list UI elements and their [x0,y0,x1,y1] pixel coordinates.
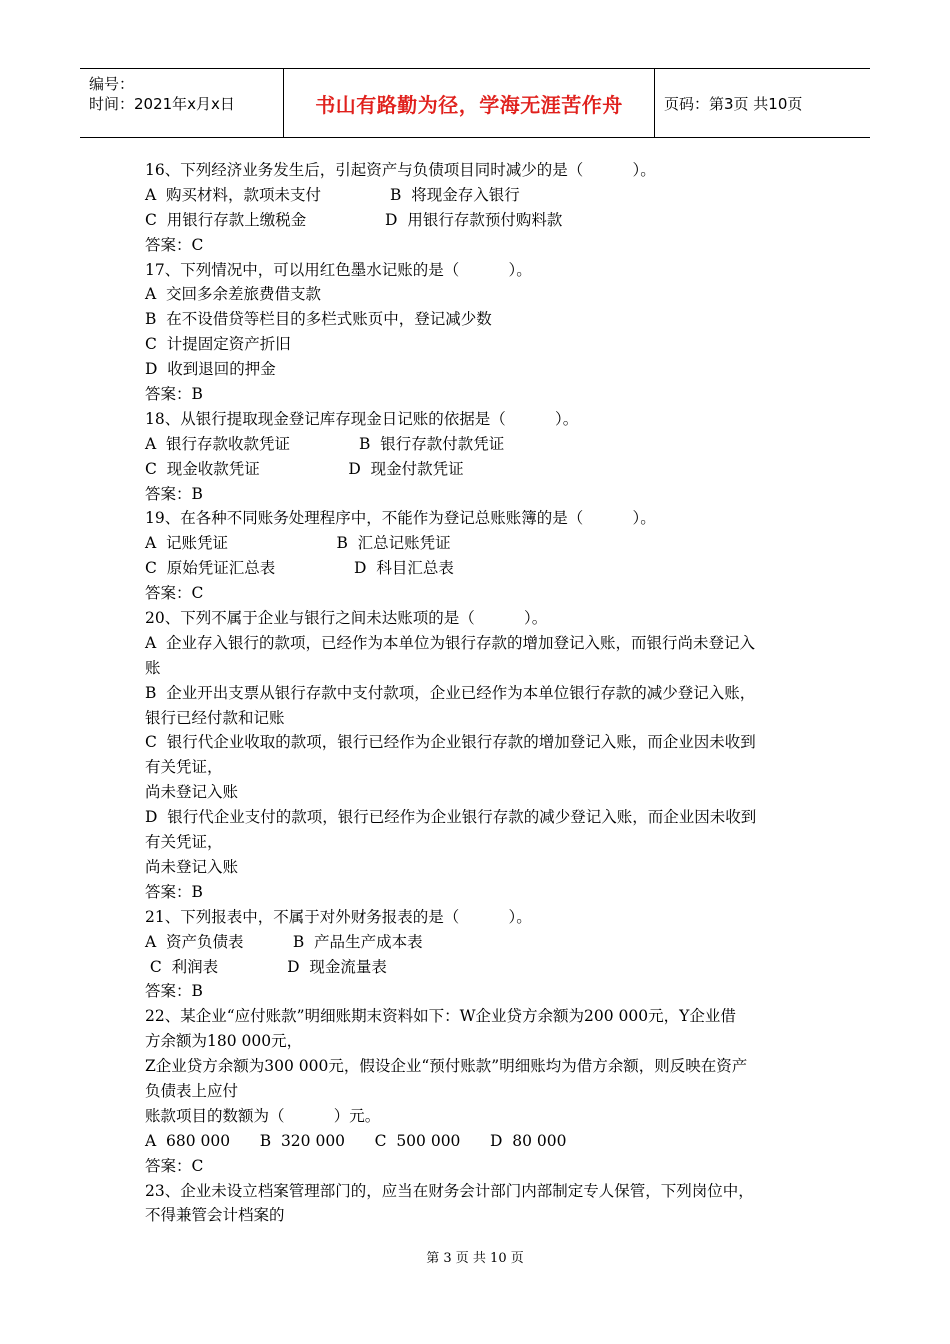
text-line: 尚未登记入账 [145,857,239,876]
text-line: 答案：B [145,484,203,503]
text-line: A 购买材料，款项未支付 B 将现金存入银行 [145,185,520,204]
text-line: 银行已经付款和记账 [145,708,285,727]
text-line: 不得兼管会计档案的 [145,1206,285,1225]
text-line: C 现金收款凭证 D 现金付款凭证 [145,459,464,478]
text-line: 17、下列情况中，可以用红色墨水记账的是（ ）。 [145,260,532,279]
page-footer: 第 3 页 共 10 页 [426,1251,524,1266]
text-line: C 银行代企业收取的款项，银行已经作为企业银行存款的增加登记入账，而企业因未收到 [145,733,756,752]
text-line: 账 [145,658,161,677]
text-line: C 利润表 D 现金流量表 [145,957,387,976]
text-line: A 资产负债表 B 产品生产成本表 [145,932,423,951]
text-line: C 原始凭证汇总表 D 科目汇总表 [145,559,454,578]
text-line: A 企业存入银行的款项，已经作为本单位为银行存款的增加登记入账，而银行尚未登记入 [145,633,756,652]
text-line: D 收到退回的押金 [145,360,276,379]
text-line: D 银行代企业支付的款项，银行已经作为企业银行存款的减少登记入账，而企业因未收到 [145,808,757,827]
text-line: 账款项目的数额为（ ）元。 [145,1106,381,1125]
text-line: 有关凭证， [145,758,223,777]
text-line: C 计提固定资产折旧 [145,335,291,354]
text-line: 20、下列不属于企业与银行之间未达账项的是（ ）。 [145,609,548,628]
text-line: 22、某企业“应付账款”明细账期末资料如下：W企业贷方余额为200 000元，Y企业借 [145,1007,736,1026]
header-motto: 书山有路勤为径，学海无涯苦作舟 [284,69,655,137]
header-page-info: 页码：第3页 共10页 [664,94,803,113]
page-header [80,68,870,138]
text-line: 答案：B [145,982,203,1001]
document-number-label: 编号： [89,75,135,93]
question-body [145,158,813,1228]
header-meta-cell [80,69,284,137]
text-line: 答案：C [145,584,204,603]
text-line: 答案：B [145,882,203,901]
text-line: A 交回多余差旅费借支款 [145,285,322,304]
text-line: A 680 000 B 320 000 C 500 000 D 80 000 [145,1131,567,1150]
text-line: 19、在各种不同账务处理程序中，不能作为登记总账账簿的是（ ）。 [145,509,656,528]
text-line: 方余额为180 000元， [145,1032,303,1051]
text-line: Z企业贷方余额为300 000元，假设企业“预付账款”明细账均为借方余额，则反映在资产 [145,1057,748,1076]
text-line: 答案：C [145,235,204,254]
text-line: 答案：C [145,1156,204,1175]
text-line: B 企业开出支票从银行存款中支付款项，企业已经作为本单位银行存款的减少登记入账， [145,683,756,702]
text-line: 尚未登记入账 [145,783,239,802]
text-line: 21、下列报表中，不属于对外财务报表的是（ ）。 [145,907,532,926]
text-line: 答案：B [145,385,203,404]
text-line: 负债表上应付 [145,1081,239,1100]
document-date: 时间：2021年x月x日 [89,95,235,113]
text-line: 16、下列经济业务发生后，引起资产与负债项目同时减少的是（ ）。 [145,161,656,179]
text-line: 有关凭证， [145,833,223,852]
text-line: A 记账凭证 B 汇总记账凭证 [145,534,451,553]
text-line: 18、从银行提取现金登记库存现金日记账的依据是（ ）。 [145,409,579,428]
text-line: 23、企业未设立档案管理部门的，应当在财务会计部门内部制定专人保管，下列岗位中， [145,1181,754,1200]
text-line: C 用银行存款上缴税金 D 用银行存款预付购料款 [145,210,563,229]
text-line: B 在不设借贷等栏目的多栏式账页中，登记减少数 [145,310,492,329]
text-line: A 银行存款收款凭证 B 银行存款付款凭证 [145,434,505,453]
